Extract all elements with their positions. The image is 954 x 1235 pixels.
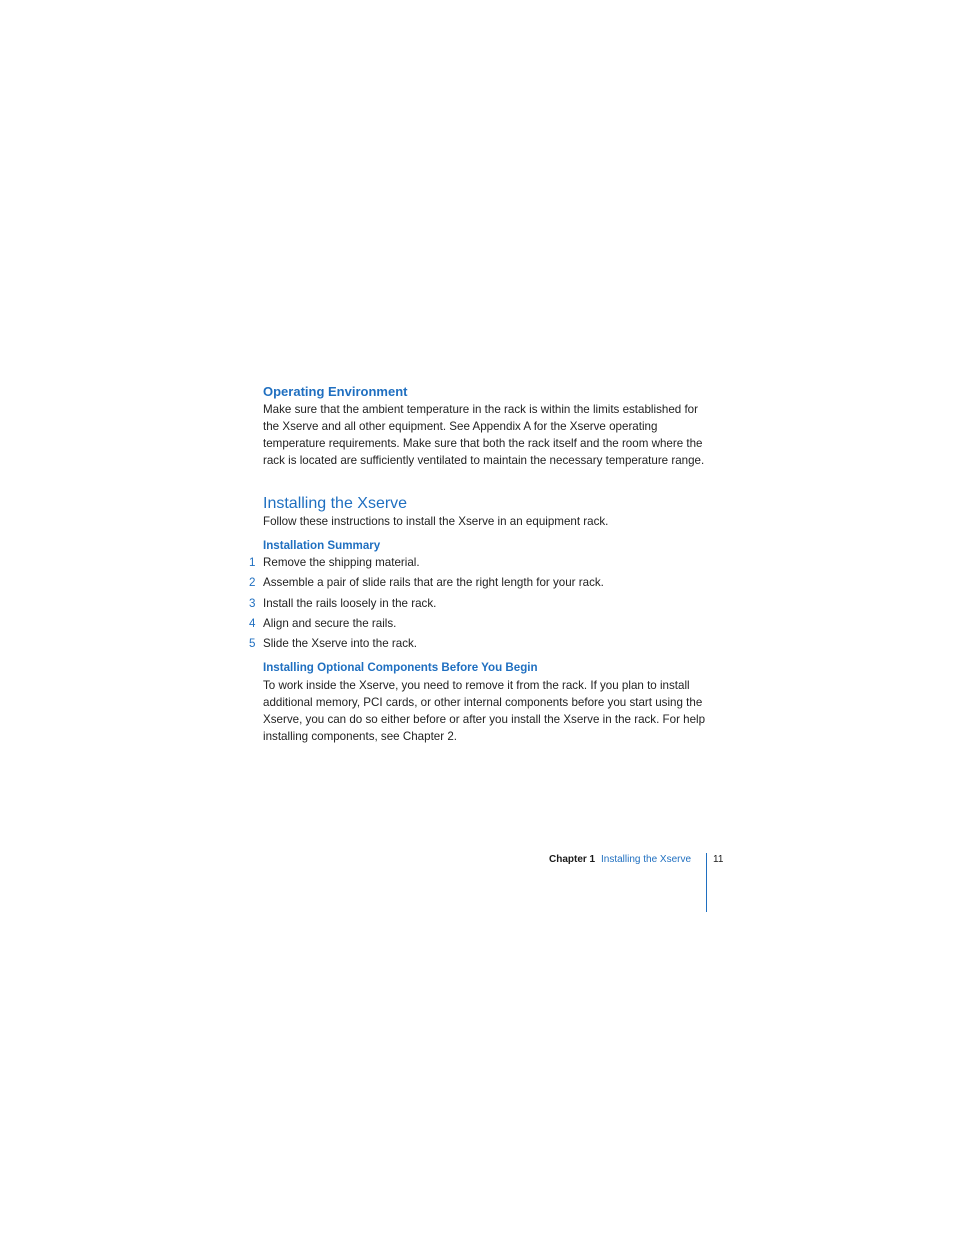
step-text: Assemble a pair of slide rails that are the right length for your rack.: [263, 576, 604, 589]
step-text: Align and secure the rails.: [263, 617, 397, 630]
subsection-heading-installation-summary: Installation Summary: [263, 539, 381, 552]
footer-chapter-label: Chapter 1: [549, 854, 596, 865]
list-item: [247, 615, 396, 632]
list-item: [247, 595, 436, 612]
step-number: 3: [249, 597, 256, 610]
section-heading-operating-environment: Operating Environment: [263, 384, 408, 399]
step-number: 2: [249, 576, 256, 589]
footer-chapter-title: Installing the Xserve: [601, 854, 692, 865]
footer-divider: [706, 853, 707, 912]
step-text: Remove the shipping material.: [263, 556, 420, 569]
list-item: [247, 554, 420, 571]
operating-environment-body: Make sure that the ambient temperature in the rack is within the limits established for the Xserve and all other equipment. See Appendix A for the Xserve operating temperature requirements. Make sure that both the rack itself and the room where the rack is located are sufficiently ventilated to maintain the necessary temperature range.: [263, 403, 705, 467]
section-heading-installing-the-xserve: Installing the Xserve: [263, 495, 408, 512]
step-text: Install the rails loosely in the rack.: [263, 597, 437, 610]
page-number: 11: [713, 854, 724, 865]
step-number: 4: [249, 617, 256, 630]
installing-intro: Follow these instructions to install the Xserve in an equipment rack.: [263, 515, 609, 528]
subsection-heading-optional-components: Installing Optional Components Before You Begin: [263, 661, 538, 674]
list-item: [247, 635, 417, 652]
step-number: 5: [249, 637, 256, 650]
step-number: 1: [249, 556, 256, 569]
list-item: [247, 574, 604, 591]
optional-components-body: To work inside the Xserve, you need to remove it from the rack. If you plan to install additional memory, PCI cards, or other internal components before you start using the Xserve, you can do so either before or after you install the Xserve in the rack. For help installing components, see Chapter 2.: [263, 679, 706, 743]
step-text: Slide the Xserve into the rack.: [263, 637, 418, 650]
